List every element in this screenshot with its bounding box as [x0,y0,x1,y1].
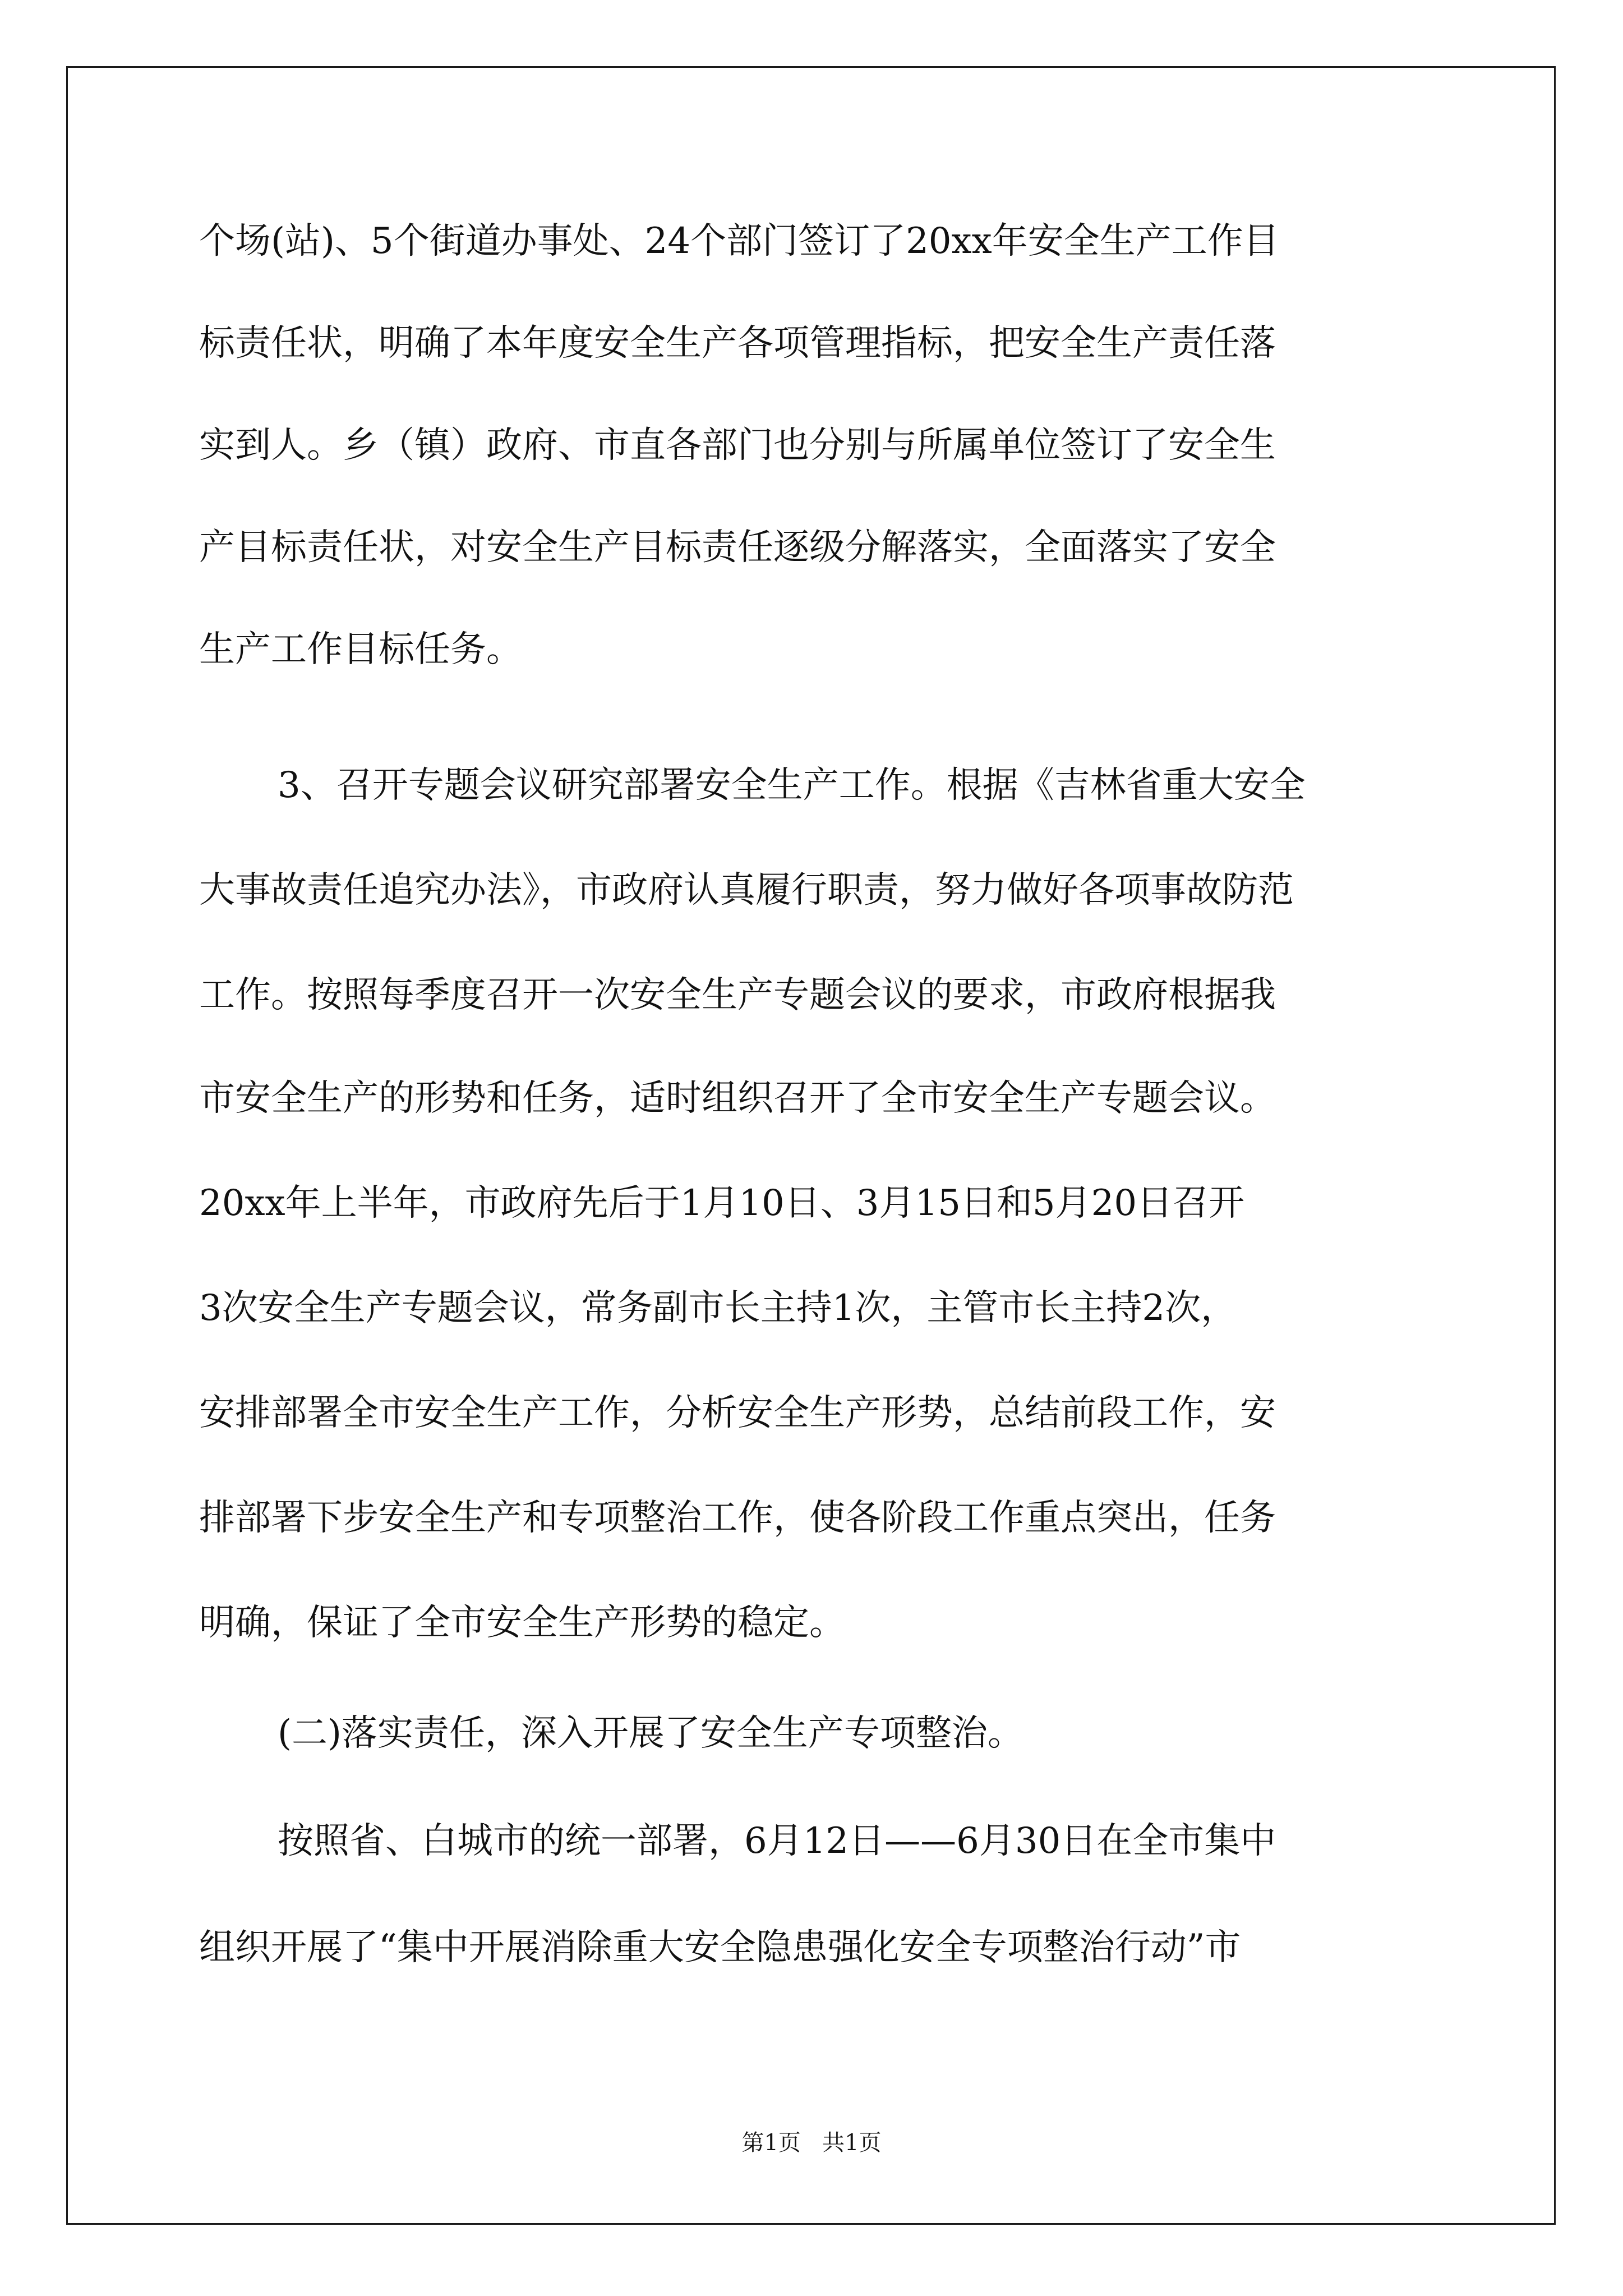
text-line: 明确，保证了全市安全生产形势的稳定。 [199,1602,845,1644]
text-line: 组织开展了“集中开展消除重大安全隐患强化安全专项整治行动”市 [199,1927,1241,1968]
text-line: 标责任状，明确了本年度安全生产各项管理指标，把安全生产责任落 [199,323,1276,364]
text-line: 生产工作目标任务。 [199,629,522,670]
text-line: 市安全生产的形势和任务，适时组织召开了全市安全生产专题会议。 [199,1078,1276,1119]
text-line: 排部署下步安全生产和专项整治工作，使各阶段工作重点突出，任务 [199,1497,1276,1539]
paragraph-first-line: 按照省、白城市的统一部署，6月12日——6月30日在全市集中 [278,1820,1276,1862]
page-border [66,66,1556,2225]
text-line: 3次安全生产专题会议，常务副市长主持1次，主管市长主持2次， [199,1287,1237,1329]
text-line: 产目标责任状，对安全生产目标责任逐级分解落实，全面落实了安全 [199,527,1276,568]
text-line: 个场(站)、5个街道办事处、24个部门签订了20xx年安全生产工作目 [199,220,1279,262]
page-number-footer: 第1页 共1页 [741,2130,882,2156]
text-line: 20xx年上半年，市政府先后于1月10日、3月15日和5月20日召开 [199,1182,1245,1224]
text-line: 实到人。乡（镇）政府、市直各部门也分别与所属单位签订了安全生 [199,425,1276,466]
text-line: 大事故责任追究办法》，市政府认真履行职责，努力做好各项事故防范 [199,869,1294,911]
text-line: 安排部署全市安全生产工作，分析安全生产形势，总结前段工作，安 [199,1392,1276,1434]
text-line: 工作。按照每季度召开一次安全生产专题会议的要求，市政府根据我 [199,974,1276,1016]
paragraph-first-line: 3、召开专题会议研究部署安全生产工作。根据《吉林省重大安全 [278,765,1306,806]
section-heading: (二)落实责任，深入开展了安全生产专项整治。 [278,1713,1023,1754]
